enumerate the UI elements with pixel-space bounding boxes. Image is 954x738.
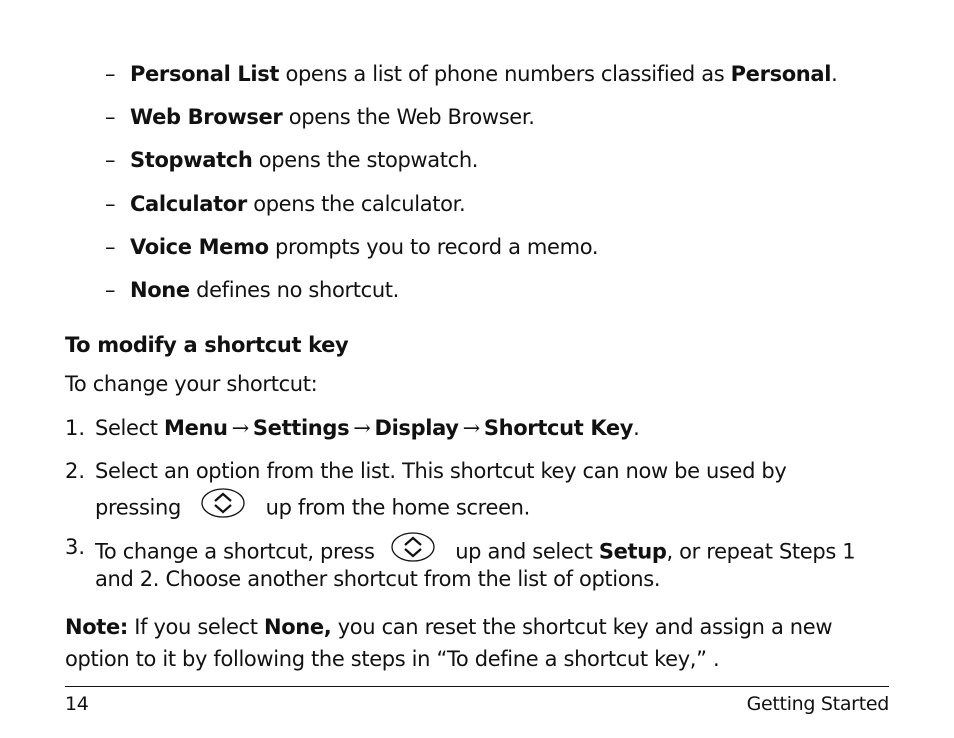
dash: –	[105, 192, 116, 216]
navigation-key-icon	[201, 488, 245, 523]
navigation-key-icon	[391, 532, 435, 567]
settings-term: Settings	[252, 416, 350, 440]
bullet-text: opens the calculator.	[246, 192, 466, 216]
step-text: up and select	[455, 539, 599, 564]
arrow-icon: →	[353, 416, 371, 440]
step-text: To change a shortcut, press	[95, 539, 375, 564]
step-2-line-1: Select an option from the list. This shortcut key can now be used by	[95, 459, 787, 483]
bullet-voice-memo	[130, 235, 598, 259]
bullet-personal-list	[130, 62, 837, 86]
menu-term: Menu	[164, 416, 228, 440]
arrow-icon: →	[231, 416, 249, 440]
step-text: pressing	[95, 495, 181, 520]
step-tail: .	[633, 416, 640, 440]
step-text: Select	[95, 416, 165, 440]
dash: –	[105, 62, 116, 86]
bullet-term: Voice Memo	[130, 235, 269, 259]
bullet-term: Calculator	[130, 192, 247, 216]
bullet-text: opens the Web Browser.	[282, 105, 535, 129]
bullet-none	[130, 278, 399, 302]
page-number: 14	[65, 693, 89, 715]
bullet-term-2: Personal	[730, 62, 832, 86]
step-number: 2.	[65, 459, 86, 483]
step-3-line-2: and 2. Choose another shortcut from the list of options.	[95, 567, 661, 591]
step-3-line-1	[95, 535, 855, 570]
section-heading: To modify a shortcut key	[65, 333, 349, 357]
bullet-web-browser	[130, 105, 535, 129]
bullet-text: opens a list of phone numbers classified as	[279, 62, 731, 86]
dash: –	[105, 278, 116, 302]
step-number: 1.	[65, 416, 86, 440]
step-2-line-2	[95, 491, 530, 526]
display-term: Display	[374, 416, 459, 440]
bullet-text: opens the stopwatch.	[252, 148, 479, 172]
setup-term: Setup	[598, 539, 667, 564]
bullet-tail: .	[831, 62, 838, 86]
dash: –	[105, 235, 116, 259]
arrow-icon: →	[462, 416, 480, 440]
bullet-stopwatch	[130, 148, 478, 172]
note-text: If you select	[127, 615, 264, 639]
bullet-term: Stopwatch	[130, 148, 253, 172]
bullet-term: Personal List	[130, 62, 280, 86]
section-title: Getting Started	[746, 693, 889, 715]
note-line-2: option to it by following the steps in “To define a shortcut key,” .	[65, 647, 720, 671]
shortcut-key-term: Shortcut Key	[483, 416, 634, 440]
footer-divider	[65, 686, 889, 687]
bullet-text: defines no shortcut.	[189, 278, 400, 302]
step-number: 3.	[65, 535, 86, 559]
bullet-term: Web Browser	[130, 105, 283, 129]
dash: –	[105, 105, 116, 129]
bullet-calculator	[130, 192, 465, 216]
step-text: , or repeat Steps 1	[666, 539, 856, 564]
step-text: up from the home screen.	[265, 495, 530, 520]
bullet-term: None	[130, 278, 190, 302]
note-line-1	[65, 615, 832, 639]
intro-text: To change your shortcut:	[65, 372, 318, 396]
note-label: Note:	[65, 615, 128, 639]
bullet-text: prompts you to record a memo.	[268, 235, 599, 259]
step-1-text	[95, 416, 639, 440]
note-text: you can reset the shortcut key and assign a new	[331, 615, 833, 639]
dash: –	[105, 148, 116, 172]
none-term: None,	[263, 615, 332, 639]
